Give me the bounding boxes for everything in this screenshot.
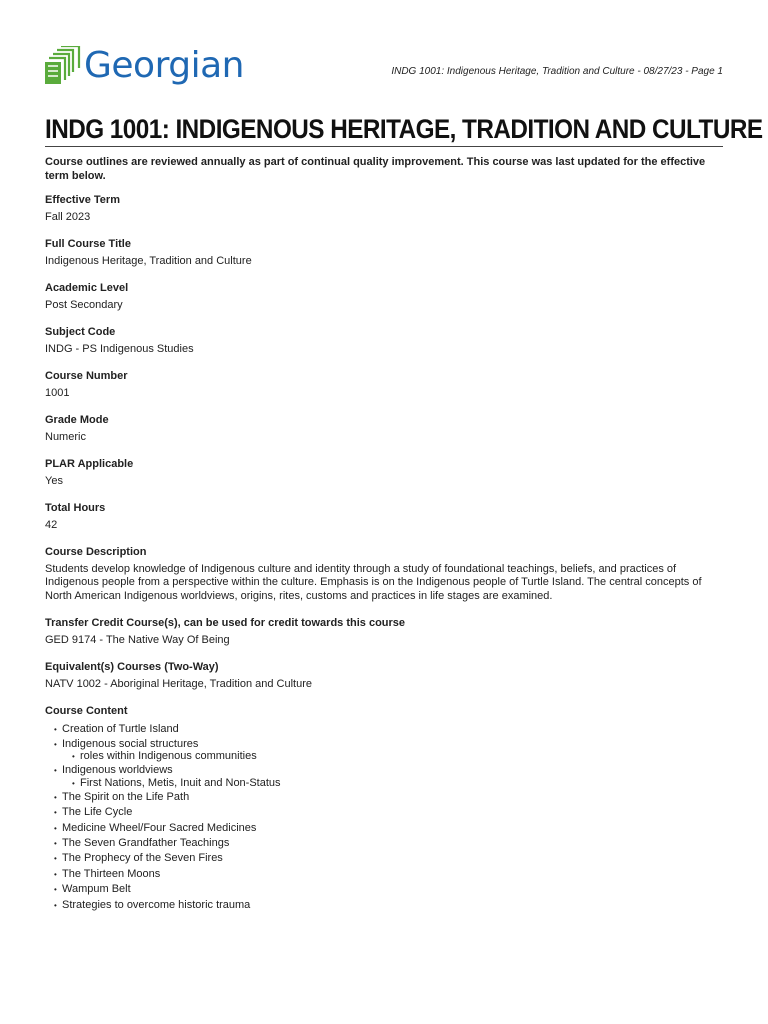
list-item-text: Indigenous social structures xyxy=(62,737,199,750)
sub-list-item: • roles within Indigenous communities xyxy=(72,750,723,763)
sub-list xyxy=(62,750,723,763)
field-value: GED 9174 - The Native Way Of Being xyxy=(45,633,230,646)
list-item-text: Creation of Turtle Island xyxy=(62,722,179,735)
list-item xyxy=(54,763,723,789)
field-block xyxy=(45,661,723,691)
list-item-text: The Seven Grandfather Teachings xyxy=(62,836,230,849)
field-label: Grade Mode xyxy=(45,414,109,426)
field-block xyxy=(45,546,723,603)
intro-note: Course outlines are reviewed annually as part of continual quality improvement. This course was last updated for the effective term below. xyxy=(45,156,706,182)
title-divider xyxy=(45,146,723,147)
list-item xyxy=(54,851,723,866)
list-item xyxy=(54,790,723,805)
list-item xyxy=(54,836,723,851)
field-value: NATV 1002 - Aboriginal Heritage, Tradition and Culture xyxy=(45,677,312,690)
course-content-section xyxy=(45,705,723,913)
logo-mark-icon xyxy=(45,46,82,86)
georgian-logo xyxy=(45,46,244,86)
course-outline xyxy=(45,156,723,927)
field-label: Total Hours xyxy=(45,502,106,514)
page-header-meta: INDG 1001: Indigenous Heritage, Tradition and Culture - 08/27/23 - Page 1 xyxy=(391,66,723,77)
field-value: Yes xyxy=(45,474,63,487)
sub-list xyxy=(62,777,723,790)
field-value: Indigenous Heritage, Tradition and Culture xyxy=(45,254,252,267)
field-block xyxy=(45,326,723,356)
field-label: Course Content xyxy=(45,705,128,717)
field-value: INDG - PS Indigenous Studies xyxy=(45,342,194,355)
field-block xyxy=(45,414,723,444)
list-item xyxy=(54,722,723,737)
field-value: 42 xyxy=(45,518,58,531)
field-label: Full Course Title xyxy=(45,238,131,250)
list-item-text: The Life Cycle xyxy=(62,806,133,819)
field-label: Academic Level xyxy=(45,282,129,294)
list-item-text: The Spirit on the Life Path xyxy=(62,790,190,803)
document-page xyxy=(45,0,763,911)
field-value: Post Secondary xyxy=(45,298,123,311)
sub-list-item: • First Nations, Metis, Inuit and Non-Status xyxy=(72,777,723,790)
field-block xyxy=(45,458,723,488)
field-block xyxy=(45,194,723,224)
field-block xyxy=(45,238,723,268)
field-value: Fall 2023 xyxy=(45,210,91,223)
page-header xyxy=(45,0,723,112)
list-item-text: The Thirteen Moons xyxy=(62,867,161,880)
list-item xyxy=(54,867,723,882)
field-label: Effective Term xyxy=(45,194,120,206)
course-content-list xyxy=(45,722,723,913)
page-title: INDG 1001: INDIGENOUS HERITAGE, TRADITION AND CULTURE xyxy=(45,114,763,144)
field-label: Transfer Credit Course(s), can be used for credit towards this course xyxy=(45,617,406,629)
field-value: Numeric xyxy=(45,430,86,443)
field-label: Course Description xyxy=(45,546,147,558)
field-label: Course Number xyxy=(45,370,128,382)
logo-text: Georgian xyxy=(84,45,244,86)
field-block xyxy=(45,282,723,312)
field-value: 1001 xyxy=(45,386,70,399)
field-label: PLAR Applicable xyxy=(45,458,134,470)
list-item xyxy=(54,805,723,820)
list-item-text: Medicine Wheel/Four Sacred Medicines xyxy=(62,821,257,834)
field-value: Students develop knowledge of Indigenous culture and identity through a study of foundational teachings, beliefs, and practices of Indigenous people from a perspective within the culture. Emphasis is on the Indigenous people of Turtle Island. The central concepts of North American Indigenous worldviews, origins, rites, customs and practices in life stages are examined. xyxy=(45,562,702,602)
list-item-text: The Prophecy of the Seven Fires xyxy=(62,852,223,865)
field-block xyxy=(45,502,723,532)
list-item xyxy=(54,898,723,913)
field-label: Subject Code xyxy=(45,326,116,338)
list-item-text: Wampum Belt xyxy=(62,883,131,896)
field-label: Equivalent(s) Courses (Two-Way) xyxy=(45,661,219,673)
list-item-text: Indigenous worldviews xyxy=(62,764,173,777)
list-item-text: Strategies to overcome historic trauma xyxy=(62,898,251,911)
list-item xyxy=(54,737,723,763)
list-item xyxy=(54,821,723,836)
field-list xyxy=(45,194,723,691)
list-item xyxy=(54,882,723,897)
field-block xyxy=(45,617,723,647)
field-block xyxy=(45,370,723,400)
